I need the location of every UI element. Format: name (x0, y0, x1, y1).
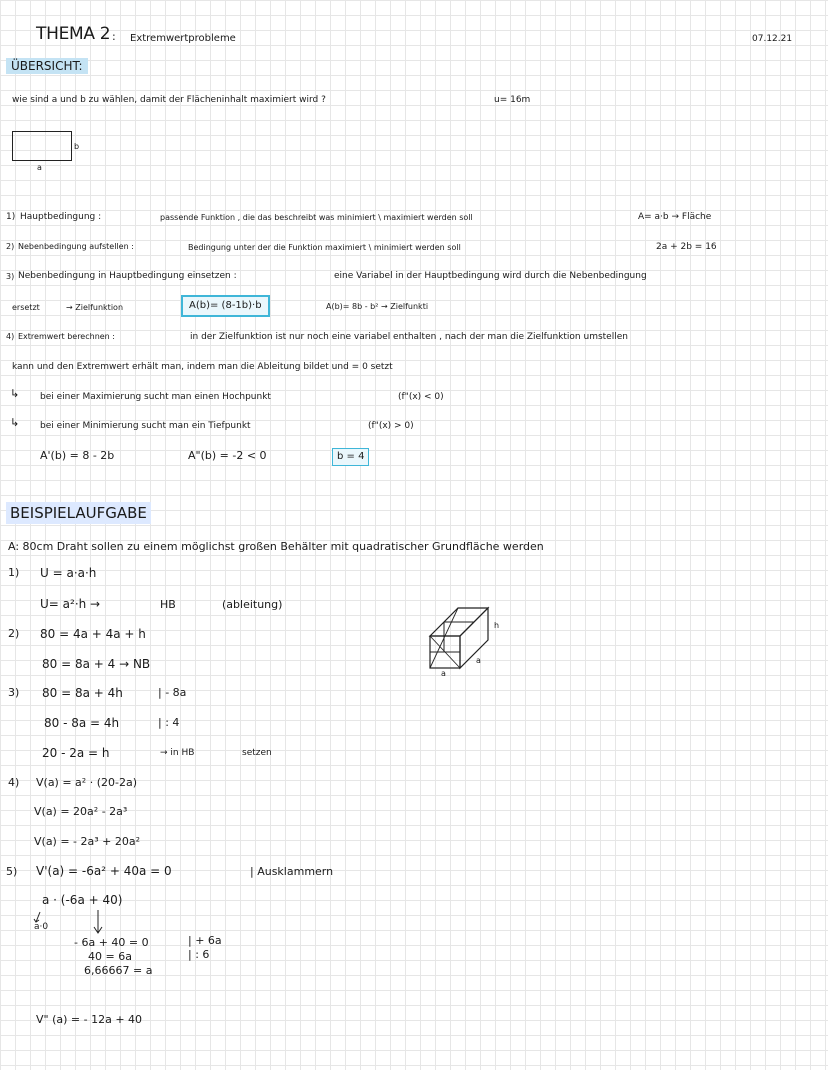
page-subtitle: Extremwertprobleme (130, 33, 236, 44)
ex-step-2-number: 2) (8, 627, 20, 640)
second-derivative: A"(b) = -2 < 0 (188, 449, 267, 462)
step-3-arrow: → Zielfunktion (66, 303, 124, 312)
example-task: A: 80cm Draht sollen zu einem möglichst großen Behälter mit quadratischer Grundfläche werden (8, 540, 544, 553)
max-text: bei einer Maximierung sucht man einen Hochpunkt (40, 392, 271, 402)
box-label-a1: a (441, 669, 446, 678)
step-4-text: in der Zielfunktion ist nur noch eine variabel enthalten , nach der man die Zielfunktion umstellen (190, 332, 628, 342)
sub-arrow-max: ↳ (10, 387, 20, 400)
rect-label-a: a (37, 163, 42, 172)
overview-label: ÜBERSICHT: (6, 58, 88, 74)
step-4-title: Extremwert berechnen : (18, 332, 115, 341)
overview-question: wie sind a und b zu wählen, damit der Flächeninhalt maximiert wird ? (12, 95, 326, 105)
step-1-text: passende Funktion , die das beschreibt was minimiert \ maximiert werden soll (160, 213, 473, 222)
ex-line-5: 80 = 8a + 4h (42, 686, 123, 700)
page-title: THEMA 2 (36, 24, 111, 44)
ex-line-2-note: (ableitung) (222, 598, 283, 611)
min-condition: (f"(x) > 0) (368, 421, 414, 431)
step-3-boxed-formula: A(b)= (8-1b)·b (181, 295, 270, 317)
sub-arrow-min: ↳ (10, 416, 20, 429)
ex-line-11: V'(a) = -6a² + 40a = 0 (36, 864, 172, 878)
step-2-number: 2) (6, 242, 15, 251)
step-4-number: 4) (6, 332, 15, 341)
rect-label-b: b (74, 142, 80, 151)
ex-line-15: 40 = 6a (88, 950, 132, 963)
max-condition: (f"(x) < 0) (398, 392, 444, 402)
derivative-result: b = 4 (332, 448, 369, 466)
ex-line-8: V(a) = a² · (20-2a) (36, 776, 137, 789)
page-date: 07.12.21 (752, 34, 793, 44)
ex-line-15-op: | : 6 (188, 948, 210, 961)
ex-line-11-note: | Ausklammern (250, 865, 334, 878)
step-3-result: A(b)= 8b - b² → Zielfunkti (326, 302, 429, 311)
ex-line-12: a · (-6a + 40) (42, 893, 123, 907)
ex-line-2: U= a²·h → (40, 597, 101, 611)
step-1-title: Hauptbedingung : (20, 212, 102, 222)
ex-step-5-number: 5) (6, 865, 18, 878)
overview-perimeter: u= 16m (494, 95, 531, 105)
step-3-number: 3) (6, 272, 15, 281)
ex-step-1-number: 1) (8, 566, 20, 579)
ex-line-14-op: | + 6a (188, 934, 222, 947)
min-text: bei einer Minimierung sucht man ein Tiefpunkt (40, 421, 251, 431)
step-3-cont: ersetzt (12, 303, 40, 312)
step-2-title: Nebenbedingung aufstellen : (18, 242, 134, 251)
step-1-formula: A= a·b → Fläche (638, 212, 712, 222)
ex-line-2-hb: HB (160, 598, 176, 611)
ex-line-7: 20 - 2a = h (42, 746, 110, 760)
ex-line-17: V" (a) = - 12a + 40 (36, 1013, 143, 1026)
ex-line-7-note2: setzen (242, 748, 272, 758)
ex-line-5-op: | - 8a (158, 686, 187, 699)
ex-line-16: 6,66667 = a (84, 964, 153, 977)
ex-line-14: - 6a + 40 = 0 (74, 936, 149, 949)
ex-line-3: 80 = 4a + 4a + h (40, 627, 146, 641)
ex-line-10: V(a) = - 2a³ + 20a² (34, 835, 141, 848)
step-1-number: 1) (6, 212, 16, 222)
ex-line-6: 80 - 8a = 4h (44, 716, 120, 730)
example-heading: BEISPIELAUFGABE (6, 502, 151, 524)
ex-step-4-number: 4) (8, 776, 20, 789)
rectangle-sketch (12, 131, 72, 161)
ex-line-9: V(a) = 20a² - 2a³ (34, 805, 128, 818)
box-sketch (424, 602, 504, 677)
step-3-text: eine Variabel in der Hauptbedingung wird durch die Nebenbedingung (334, 271, 647, 281)
title-colon: : (112, 30, 116, 43)
ex-line-7-note: → in HB (160, 748, 195, 758)
ex-line-13: a·0 (34, 922, 49, 932)
ex-line-1: U = a·a·h (40, 566, 97, 580)
first-derivative: A'(b) = 8 - 2b (40, 449, 115, 462)
step-2-formula: 2a + 2b = 16 (656, 242, 717, 252)
ex-line-6-op: | : 4 (158, 716, 180, 729)
box-label-h: h (494, 621, 500, 630)
ex-line-4: 80 = 8a + 4 → NB (42, 657, 151, 671)
step-2-text: Bedingung unter der die Funktion maximiert \ minimiert werden soll (188, 243, 461, 252)
step-4-cont: kann und den Extremwert erhält man, indem man die Ableitung bildet und = 0 setzt (12, 362, 393, 372)
step-3-title: Nebenbedingung in Hauptbedingung einsetzen : (18, 271, 237, 281)
ex-step-3-number: 3) (8, 686, 20, 699)
box-label-a2: a (476, 656, 481, 665)
